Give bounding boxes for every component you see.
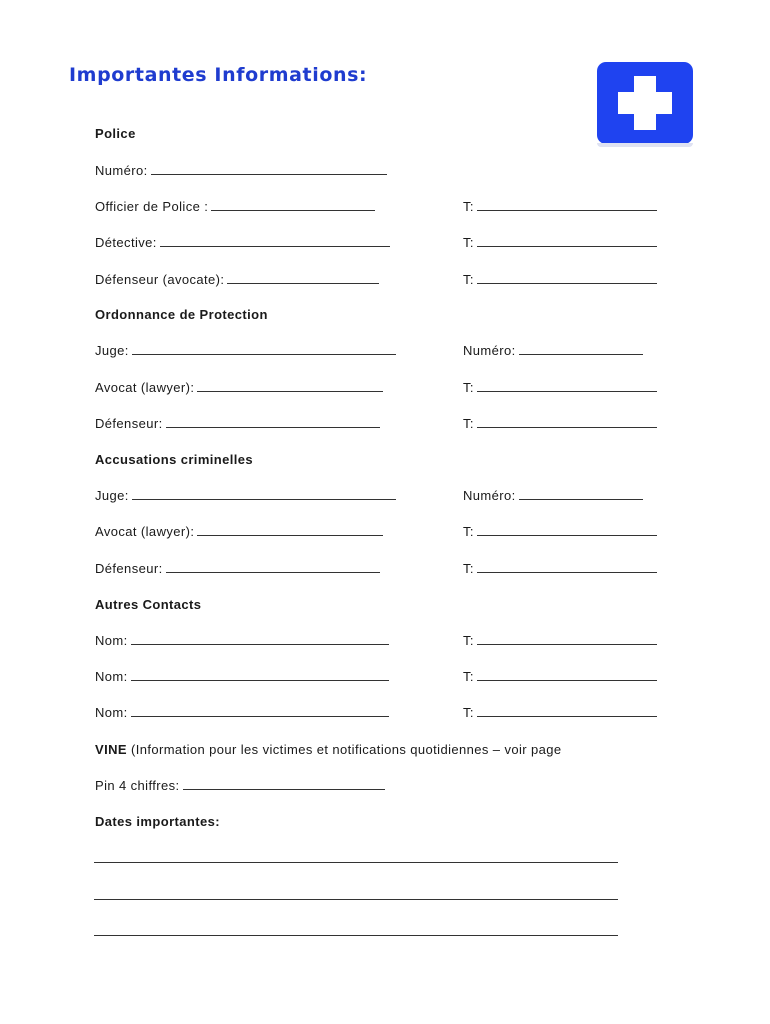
- plus-icon: [597, 62, 693, 144]
- field-label: T:: [463, 416, 474, 431]
- blank-line[interactable]: [166, 417, 380, 428]
- field-label: Juge:: [95, 343, 129, 358]
- blank-line[interactable]: [131, 634, 389, 645]
- blank-line[interactable]: [227, 273, 379, 284]
- blank-line[interactable]: [132, 344, 396, 355]
- field-label: Nom:: [95, 669, 128, 684]
- accusations-juge-field[interactable]: [95, 488, 396, 503]
- field-label: T:: [463, 561, 474, 576]
- blank-line[interactable]: [131, 706, 389, 717]
- contact-2-name-field[interactable]: [95, 669, 389, 684]
- vine-label: VINE: [95, 742, 127, 757]
- blank-line[interactable]: [477, 273, 657, 284]
- blank-line[interactable]: [132, 489, 396, 500]
- ordonnance-numero-field[interactable]: [463, 343, 643, 358]
- section-header-police: Police: [95, 126, 136, 141]
- vine-info: [95, 742, 562, 757]
- blank-line[interactable]: [166, 562, 380, 573]
- field-label: Nom:: [95, 633, 128, 648]
- contact-1-phone-field[interactable]: [463, 633, 657, 648]
- blank-line[interactable]: [131, 670, 389, 681]
- accusations-avocat-phone-field[interactable]: [463, 524, 657, 539]
- field-label: Avocat (lawyer):: [95, 380, 195, 395]
- field-label: T:: [463, 633, 474, 648]
- field-label: Détective:: [95, 235, 157, 250]
- field-label: Défenseur:: [95, 561, 163, 576]
- accusations-numero-field[interactable]: [463, 488, 643, 503]
- accusations-defenseur-field[interactable]: [95, 561, 380, 576]
- blank-line[interactable]: [197, 381, 383, 392]
- section-header-accusations: Accusations criminelles: [95, 452, 254, 467]
- blank-line[interactable]: [519, 344, 643, 355]
- blank-line[interactable]: [183, 779, 385, 790]
- police-numero-field[interactable]: [95, 163, 387, 178]
- section-header-dates: Dates importantes:: [95, 814, 220, 829]
- blank-line[interactable]: [477, 562, 657, 573]
- blank-line[interactable]: [211, 200, 375, 211]
- field-label: T:: [463, 669, 474, 684]
- vine-text: (Information pour les victimes et notifications quotidiennes – voir page: [126, 742, 562, 757]
- dates-line-3[interactable]: [94, 935, 618, 936]
- blank-line[interactable]: [477, 200, 657, 211]
- dates-line-2[interactable]: [94, 899, 618, 900]
- field-label: Juge:: [95, 488, 129, 503]
- contact-2-phone-field[interactable]: [463, 669, 657, 684]
- blank-line[interactable]: [477, 417, 657, 428]
- field-label: Officier de Police :: [95, 199, 209, 214]
- detective-field[interactable]: [95, 235, 390, 250]
- blank-line[interactable]: [519, 489, 643, 500]
- field-label: T:: [463, 705, 474, 720]
- ordonnance-defenseur-field[interactable]: [95, 416, 380, 431]
- field-label: Défenseur (avocate):: [95, 272, 225, 287]
- section-header-autres: Autres Contacts: [95, 597, 202, 612]
- blank-line[interactable]: [477, 670, 657, 681]
- field-label: Numéro:: [95, 163, 148, 178]
- field-label: Pin 4 chiffres:: [95, 778, 180, 793]
- blank-line[interactable]: [477, 381, 657, 392]
- dates-line-1[interactable]: [94, 862, 618, 863]
- accusations-defenseur-phone-field[interactable]: [463, 561, 657, 576]
- police-defenseur-field[interactable]: [95, 272, 379, 287]
- field-label: Avocat (lawyer):: [95, 524, 195, 539]
- officier-phone-field[interactable]: [463, 199, 657, 214]
- page-title: Importantes Informations:: [69, 64, 368, 86]
- ordonnance-avocat-phone-field[interactable]: [463, 380, 657, 395]
- ordonnance-juge-field[interactable]: [95, 343, 396, 358]
- accusations-avocat-field[interactable]: [95, 524, 383, 539]
- field-label: T:: [463, 380, 474, 395]
- field-label: Numéro:: [463, 343, 516, 358]
- field-label: Numéro:: [463, 488, 516, 503]
- field-label: Nom:: [95, 705, 128, 720]
- blank-line[interactable]: [197, 525, 383, 536]
- pin-field[interactable]: [95, 778, 385, 793]
- contact-3-phone-field[interactable]: [463, 705, 657, 720]
- blank-line[interactable]: [160, 236, 390, 247]
- blank-line[interactable]: [477, 525, 657, 536]
- detective-phone-field[interactable]: [463, 235, 657, 250]
- officier-field[interactable]: [95, 199, 375, 214]
- ordonnance-defenseur-phone-field[interactable]: [463, 416, 657, 431]
- blank-line[interactable]: [477, 706, 657, 717]
- blank-line[interactable]: [151, 164, 387, 175]
- contact-3-name-field[interactable]: [95, 705, 389, 720]
- blank-line[interactable]: [477, 634, 657, 645]
- field-label: T:: [463, 524, 474, 539]
- field-label: Défenseur:: [95, 416, 163, 431]
- blank-line[interactable]: [477, 236, 657, 247]
- section-header-ordonnance: Ordonnance de Protection: [95, 307, 268, 322]
- contact-1-name-field[interactable]: [95, 633, 389, 648]
- ordonnance-avocat-field[interactable]: [95, 380, 383, 395]
- field-label: T:: [463, 272, 474, 287]
- field-label: T:: [463, 199, 474, 214]
- police-defenseur-phone-field[interactable]: [463, 272, 657, 287]
- field-label: T:: [463, 235, 474, 250]
